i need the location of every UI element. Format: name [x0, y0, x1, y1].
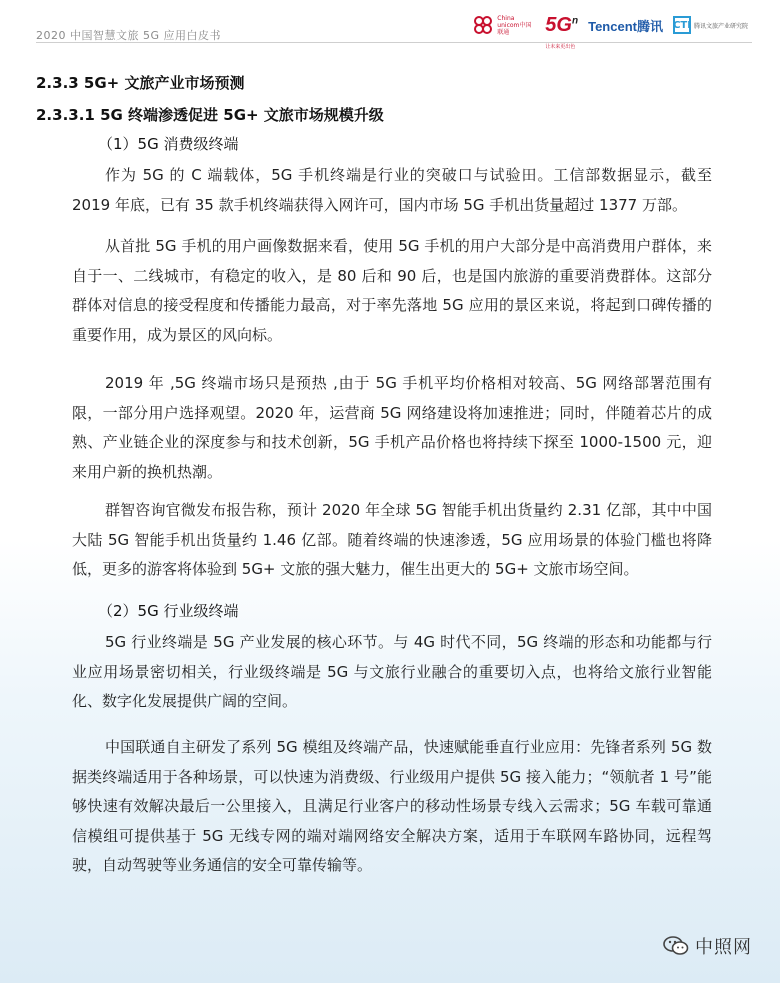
5g-logo-slogan: 让未来更出色 [545, 43, 576, 50]
watermark [663, 933, 752, 959]
tencent-culture-institute-logo [673, 16, 752, 34]
header-divider [36, 42, 752, 43]
5g-logo-sup: n [571, 14, 579, 26]
tencent-logo [588, 16, 663, 35]
5g-logo [545, 13, 579, 50]
subsection-consumer-terminal: （1）5G 消费级终端 [98, 135, 239, 153]
cti-text: 腾讯文旅产业研究院 [694, 22, 749, 30]
page-header [0, 0, 780, 50]
tencent-cn: 腾讯 [636, 18, 663, 34]
paragraph: 中国联通自主研发了系列 5G 模组及终端产品，快速赋能垂直行业应用：先锋者系列 5G 数据类终端适用于各种场景，可以快速为消费级、行业级用户提供 5G 接入能力；“领航者 1 号”能够快速有效解决最后一公里接入，且满足行业客户的移动性场景专线入云需求；5G 车载可靠通信模组可提供基于 5G 无线专网的端对端网络安全解决方案，适用于车联网车路协同，远程驾驶，自动驾驶等业务通信的安全可靠传输等。 [72, 738, 712, 874]
5g-logo-label: 5G [545, 13, 572, 36]
header-title: 2020 中国智慧文旅 5G 应用白皮书 [36, 29, 222, 42]
tencent-latin: Tencent [588, 18, 637, 34]
subsection-industry-terminal: （2）5G 行业级终端 [98, 602, 239, 620]
china-unicom-logo [472, 14, 535, 36]
paragraph: 2019 年 ,5G 终端市场只是预热 ,由于 5G 手机平均价格相对较高、5G 网络部署范围有限，一部分用户选择观望。2020 年，运营商 5G 网络建设将加速推进；同时，伴随着芯片的成熟、产业链企业的深度参与和技术创新，5G 手机产品价格也将持续下探至 1000-1500 元，迎来用户新的换机热潮。 [72, 374, 712, 481]
section-heading: 2.3.3 5G+ 文旅产业市场预测 [36, 74, 245, 92]
paragraph: 从首批 5G 手机的用户画像数据来看，使用 5G 手机的用户大部分是中高消费用户群体，来自于一、二线城市，有稳定的收入，是 80 后和 90 后，也是国内旅游的重要消费群体。这部分群体对信息的接受程度和传播能力最高，对于率先落地 5G 应用的景区来说，将起到口碑传播的重要作用，成为景区的风向标。 [72, 237, 712, 344]
paragraph: 作为 5G 的 C 端载体，5G 手机终端是行业的突破口与试验田。工信部数据显示，截至 2019 年底，已有 35 款手机终端获得入网许可，国内市场 5G 手机出货量超过 1377 万部。 [72, 166, 712, 214]
paragraph: 5G 行业终端是 5G 产业发展的核心环节。与 4G 时代不同，5G 终端的形态和功能都与行业应用场景密切相关，行业级终端是 5G 与文旅行业融合的重要切入点，也将给文旅行业智能化、数字化发展提供广阔的空间。 [72, 633, 712, 710]
cti-box-icon: CTI [673, 16, 691, 34]
unicom-text: China unicom中国联通 [497, 14, 532, 36]
watermark-text: 中照网 [695, 937, 752, 958]
unicom-knot-icon [472, 14, 494, 36]
paragraph: 群智咨询官微发布报告称，预计 2020 年全球 5G 智能手机出货量约 2.31 亿部，其中中国大陆 5G 智能手机出货量约 1.46 亿部。随着终端的快速渗透，5G 应用场景的体验门槛也将降低，更多的游客将体验到 5G+ 文旅的强大魅力，催生出更大的 5G+ 文旅市场空间。 [72, 501, 712, 578]
wechat-icon [663, 935, 689, 957]
header-logos [472, 12, 752, 50]
section-subheading: 2.3.3.1 5G 终端渗透促进 5G+ 文旅市场规模升级 [36, 106, 384, 124]
